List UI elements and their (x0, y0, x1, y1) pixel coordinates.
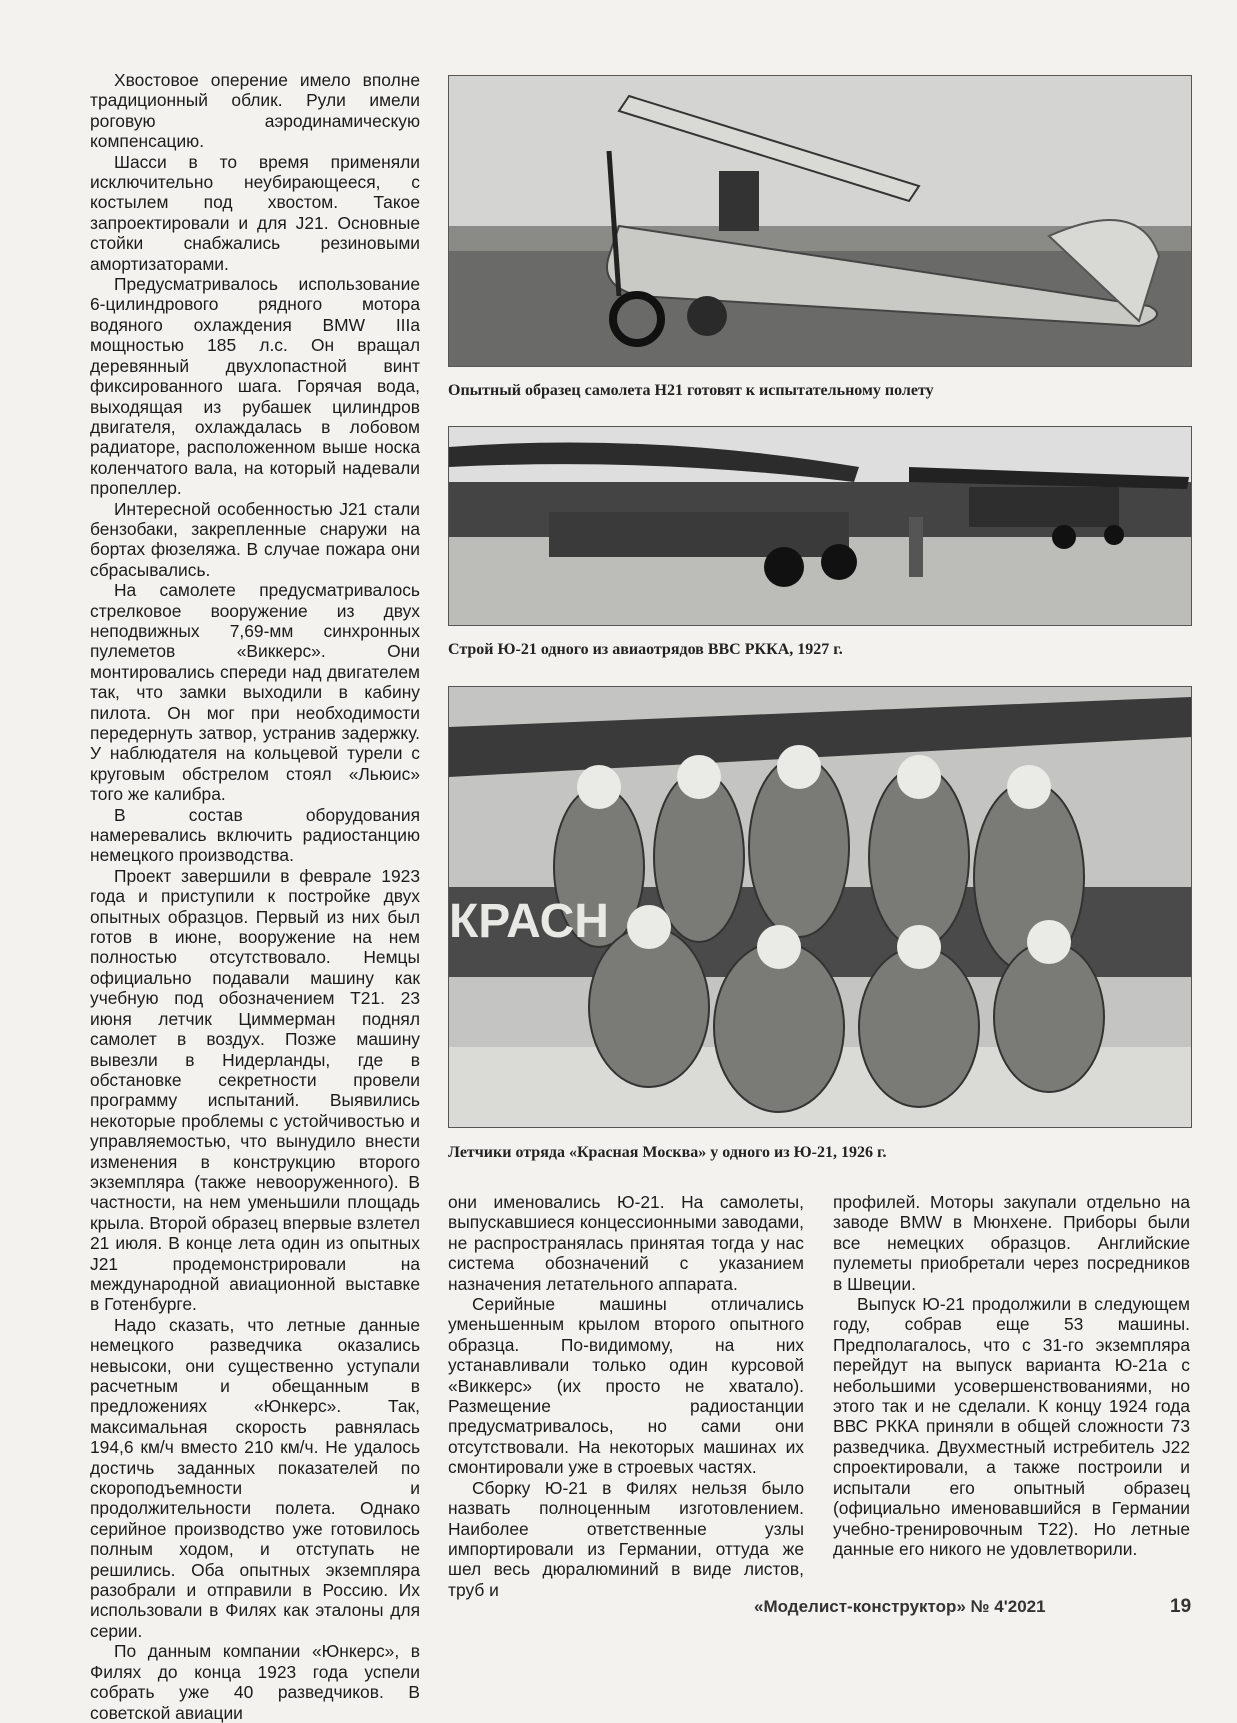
paragraph: По данным компании «Юнкерс», в Филях до конца 1923 года успели собрать уже 40 разведчиков. В советской авиации (90, 1641, 420, 1723)
photo-caption: Опытный образец самолета H21 готовят к испытательному полету (448, 382, 934, 399)
paragraph: Выпуск Ю-21 продолжили в следующем году, собрав еще 53 машины. Предполагалось, что с 31-го экземпляра перейдут на выпуск варианта Ю-21а с небольшими усовершенствованиями, но этого так и не сделали. К концу 1924 года ВВС РККА приняли в общей сложности 73 разведчика. Двухместный истребитель J22 спроектировали, а также построили и испытали его опытный образец (официально именовавшийся в Германии учебно-тренировочным T22). Но летные данные его никого не удовлетворили. (833, 1294, 1190, 1559)
biplane-photo-illustration (449, 76, 1191, 366)
photo-caption: Летчики отряда «Красная Москва» у одного из Ю-21, 1926 г. (448, 1144, 887, 1161)
photo-pilots-krasnaya-moskva (448, 686, 1192, 1128)
paragraph: Проект завершили в феврале 1923 года и приступили к постройке двух опытных образцов. Первый из них был готов в июне, вооружение на нем полностью отсутствовало. Немцы официально подавали машину как учебную под обозначением T21. 23 июня летчик Циммерман поднял самолет в воздух. Позже машину вывезли в Нидерланды, где в обстановке секретности провели программу испытаний. Выявились некоторые проблемы с устойчивостью и управляемостью, что вынудило внести изменения в конструкцию второго экземпляра (также невооруженного). В частности, на нем уменьшили площадь крыла. Второй образец впервые взлетел 21 июля. В конце лета один из опытных J21 продемонстрировали на международной авиационной выставке в Готенбурге. (90, 865, 420, 1315)
paragraph: они именовались Ю-21. На самолеты, выпускавшиеся концессионными заводами, не распространялась принятая тогда у нас система обозначений с указанием назначения летательного аппарата. (448, 1192, 804, 1294)
paragraph: Хвостовое оперение имело вполне традиционный облик. Рули имели роговую аэродинамическую компенсацию. (90, 70, 420, 152)
photo-prototype-h21 (448, 75, 1192, 367)
photo-formation-ju21 (448, 426, 1192, 626)
middle-text-column (448, 1192, 804, 1600)
left-text-column (90, 70, 420, 1723)
paragraph: профилей. Моторы закупали отдельно на заводе BMW в Мюнхене. Приборы были все немецких образцов. Английские пулеметы приобретали через посредников в Швеции. (833, 1192, 1190, 1294)
paragraph: Интересной особенностью J21 стали бензобаки, закрепленные снаружи на бортах фюзеляжа. В случае пожара они сбрасывались. (90, 498, 420, 580)
page-number: 19 (1170, 1596, 1192, 1617)
fuselage-lettering: КРАСН (449, 895, 609, 948)
paragraph: В состав оборудования намеревались включить радиостанцию немецкого производства. (90, 804, 420, 866)
magazine-issue: «Моделист-конструктор» № 4'2021 (754, 1597, 1046, 1616)
paragraph: Предусматривалось использование 6-цилиндрового рядного мотора водяного охлаждения BMW IIIa мощностью 185 л.с. Он вращал деревянный двухлопастной винт фиксированного шага. Горячая вода, выходящая из рубашек цилиндров двигателя, охлаждалась в лобовом радиаторе, расположенном выше носка коленчатого вала, на который надевали пропеллер. (90, 274, 420, 499)
paragraph: Серийные машины отличались уменьшенным крылом второго опытного образца. По-видимому, на них устанавливали только один курсовой «Виккерс» (их просто не хватало). Размещение радиостанции предусматривалось, но сами они отсутствовали. На некоторых машинах их смонтировали уже в строевых частях. (448, 1294, 804, 1478)
paragraph: Надо сказать, что летные данные немецкого разведчика оказались невысоки, они существенно уступали расчетным и обещанным в предложениях «Юнкерс». Так, максимальная скорость равнялась 194,6 км/ч вместо 210 км/ч. Не удалось достичь заданных показателей по скороподъемности и продолжительности полета. Однако серийное производство уже готовилось полным ходом, и отступать не решились. Оба опытных экземпляра разобрали и отправили в Россию. Их использовали в Филях как эталоны для серии. (90, 1314, 420, 1641)
paragraph: Сборку Ю-21 в Филях нельзя было назвать полноценным изготовлением. Наиболее ответственные узлы импортировали из Германии, оттуда же шел весь дюралюминий в виде листов, труб и (448, 1477, 804, 1600)
right-text-column (833, 1192, 1190, 1559)
pilots-photo-illustration (449, 687, 1191, 1127)
formation-photo-illustration (449, 427, 1191, 625)
paragraph: Шасси в то время применяли исключительно неубирающееся, с костылем под хвостом. Такое запроектировали и для J21. Основные стойки снабжались резиновыми амортизаторами. (90, 151, 420, 274)
photo-caption: Строй Ю-21 одного из авиаотрядов ВВС РККА, 1927 г. (448, 641, 843, 658)
paragraph: На самолете предусматривалось стрелковое вооружение из двух неподвижных 7,69-мм синхронных пулеметов «Виккерс». Они монтировались спереди над двигателем так, что замки выходили в кабину пилота. Он мог при необходимости передернуть затвор, устранив задержку. У наблюдателя на кольцевой турели с круговым обстрелом стоял «Льюис» того же калибра. (90, 580, 420, 805)
